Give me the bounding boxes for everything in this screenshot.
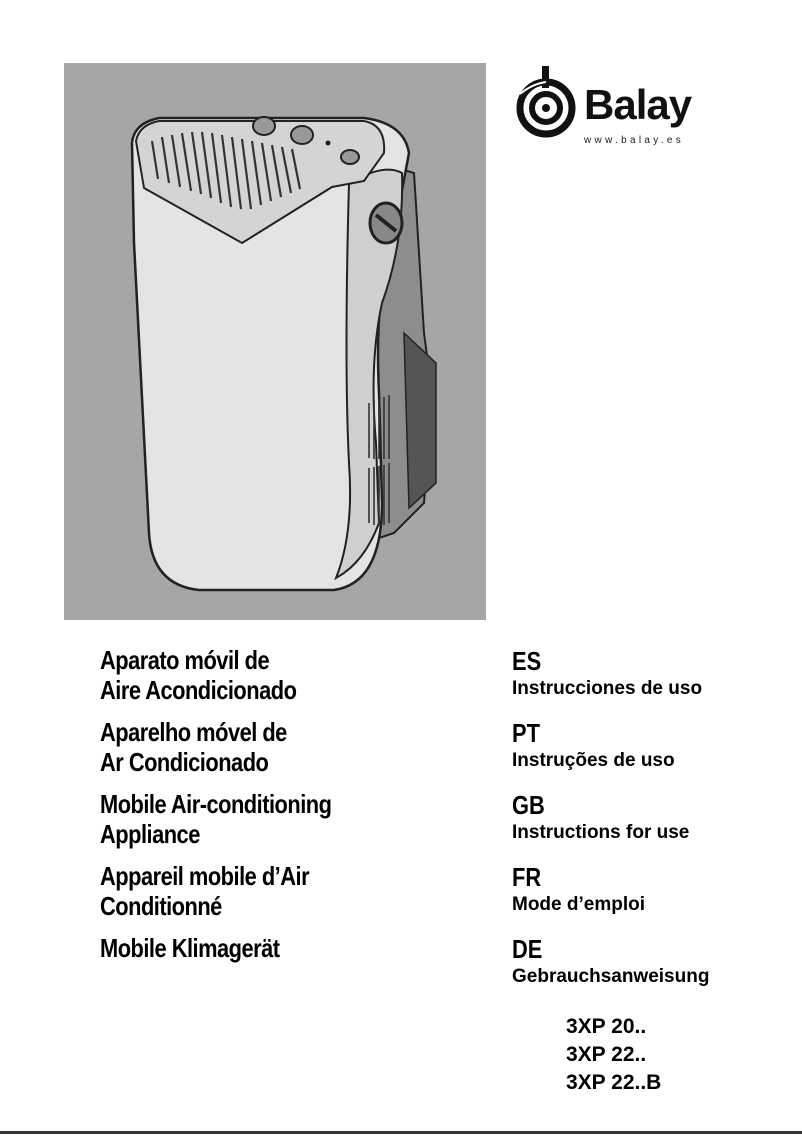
title-line: Mobile Air-conditioning (100, 789, 332, 819)
product-image (64, 63, 486, 620)
language-de (512, 934, 792, 1006)
bottom-divider (0, 1131, 802, 1134)
title-fr (100, 861, 436, 921)
title-line: Mobile Klimagerät (100, 933, 280, 963)
language-gb (512, 790, 792, 862)
title-line: Aparelho móvel de (100, 717, 287, 747)
title-line: Ar Condicionado (100, 747, 269, 777)
brand-logo (512, 64, 742, 154)
title-line: Aire Acondicionado (100, 675, 297, 705)
language-description: Gebrauchsanweisung (512, 966, 710, 987)
model-list (566, 1013, 661, 1097)
language-code: FR (512, 862, 542, 892)
language-description: Instruções de uso (512, 750, 675, 771)
title-gb (100, 789, 436, 849)
brand-url: www.balay.es (584, 135, 684, 146)
model-number: 3XP 22.. (566, 1043, 647, 1066)
title-pt (100, 717, 436, 777)
language-code: DE (512, 934, 543, 964)
language-code: ES (512, 646, 542, 676)
balay-logo-icon (512, 64, 582, 154)
language-list (512, 646, 792, 1006)
language-pt (512, 718, 792, 790)
language-description: Instrucciones de uso (512, 678, 703, 699)
language-description: Mode d’emploi (512, 894, 645, 915)
product-titles (100, 645, 500, 975)
language-es (512, 646, 792, 718)
title-es (100, 645, 436, 705)
brand-name: Balay (584, 81, 692, 128)
language-code: PT (512, 718, 540, 748)
language-code: GB (512, 790, 545, 820)
title-line: Conditionné (100, 891, 222, 921)
title-de (100, 933, 436, 963)
title-line: Appliance (100, 819, 200, 849)
language-fr (512, 862, 792, 934)
air-conditioner-illustration-icon (64, 63, 486, 620)
title-line: Aparato móvil de (100, 645, 270, 675)
model-number: 3XP 20.. (566, 1015, 647, 1038)
title-line: Appareil mobile d’Air (100, 861, 310, 891)
language-description: Instructions for use (512, 822, 690, 843)
model-number: 3XP 22..B (566, 1071, 662, 1094)
